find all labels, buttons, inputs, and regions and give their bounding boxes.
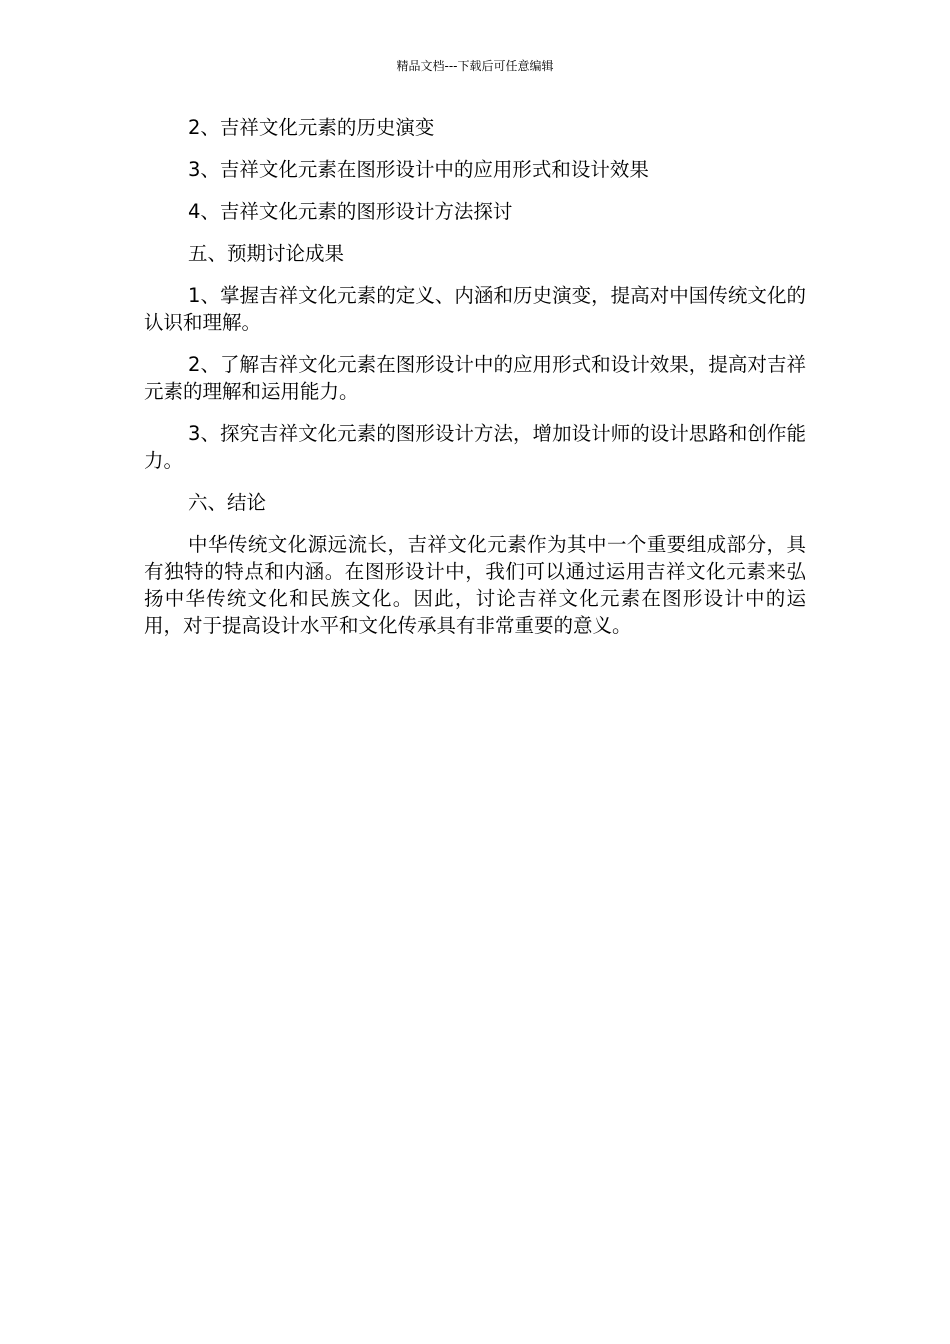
section-heading-conclusion: 六、结论 <box>188 491 267 514</box>
result-paragraph-2: 2、了解吉祥文化元素在图形设计中的应用形式和设计效果，提高对吉祥元素的理解和运用能力。 <box>144 353 806 403</box>
list-item-history: 2、吉祥文化元素的历史演变 <box>188 116 435 139</box>
list-item-method: 4、吉祥文化元素的图形设计方法探讨 <box>188 200 513 223</box>
conclusion-paragraph: 中华传统文化源远流长，吉祥文化元素作为其中一个重要组成部分，具有独特的特点和内涵。在图形设计中，我们可以通过运用吉祥文化元素来弘扬中华传统文化和民族文化。因此，讨论吉祥文化元素在图形设计中的运用，对于提高设计水平和文化传承具有非常重要的意义。 <box>144 533 806 637</box>
section-heading-expected-results: 五、预期讨论成果 <box>188 242 345 265</box>
result-paragraph-1: 1、掌握吉祥文化元素的定义、内涵和历史演变，提高对中国传统文化的认识和理解。 <box>144 284 806 334</box>
document-body <box>144 114 806 654</box>
list-item-application: 3、吉祥文化元素在图形设计中的应用形式和设计效果 <box>188 158 649 181</box>
page-header: 精品文档---下载后可任意编辑 <box>396 59 554 73</box>
result-paragraph-3: 3、探究吉祥文化元素的图形设计方法，增加设计师的设计思路和创作能力。 <box>144 422 806 472</box>
